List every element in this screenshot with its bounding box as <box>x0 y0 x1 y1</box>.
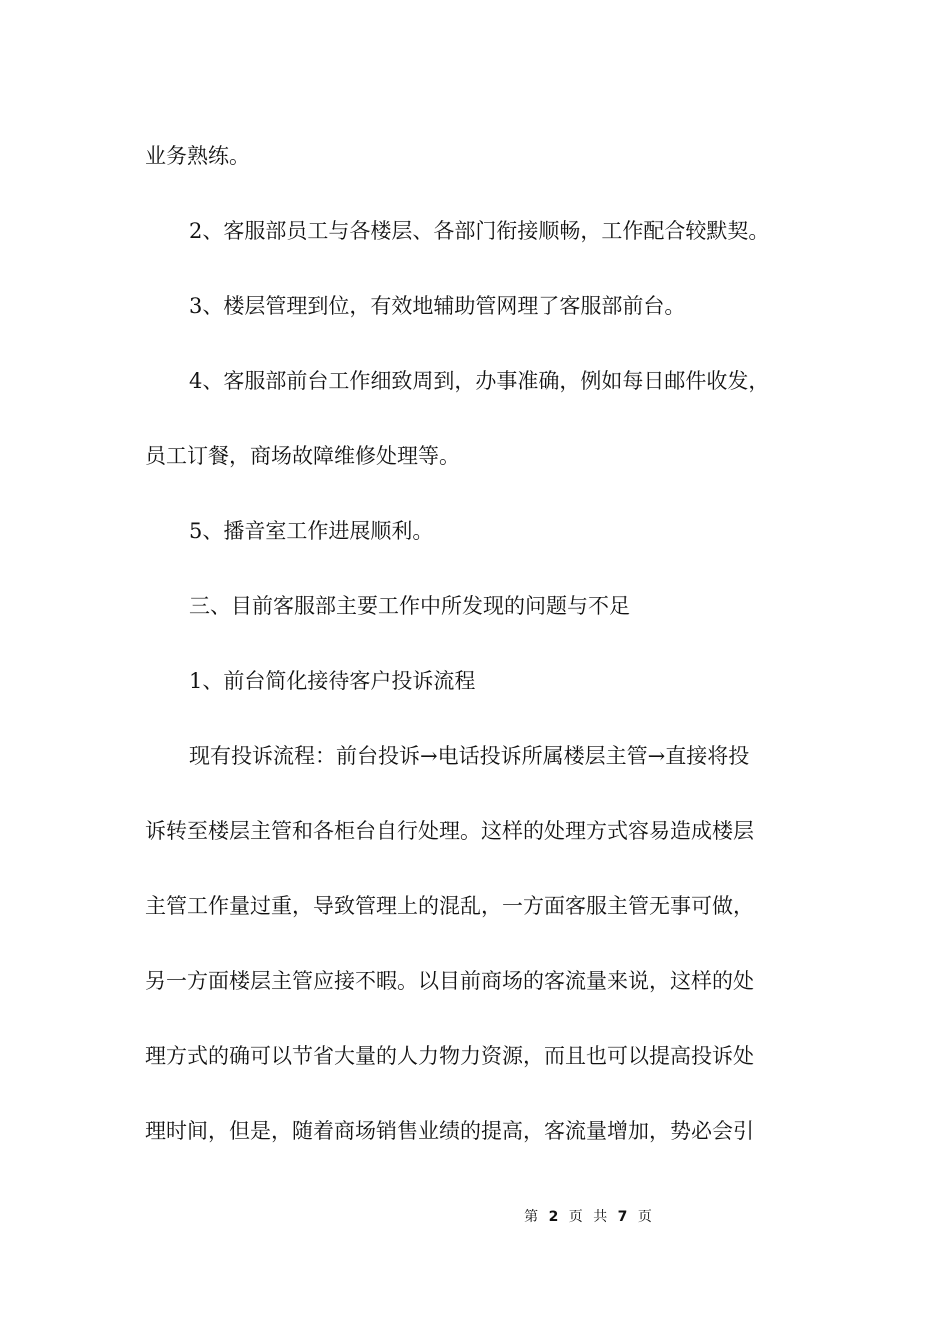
footer-total-word: 共 <box>593 1209 608 1225</box>
footer-page-word: 页 <box>568 1209 583 1225</box>
paragraph-line: 员工订餐，商场故障维修处理等。 <box>145 444 460 468</box>
subsection-heading: 1、前台简化接待客户投诉流程 <box>189 669 476 693</box>
page-number-label <box>113 1207 950 1227</box>
paragraph-line: 2、客服部员工与各楼层、各部门衔接顺畅，工作配合较默契。 <box>189 219 770 243</box>
section-heading: 三、目前客服部主要工作中所发现的问题与不足 <box>189 594 630 618</box>
paragraph-line: 业务熟练。 <box>145 144 250 168</box>
page-footer <box>0 1207 950 1227</box>
paragraph-line: 另一方面楼层主管应接不暇。以目前商场的客流量来说，这样的处 <box>145 969 754 993</box>
footer-suffix: 页 <box>637 1209 652 1225</box>
paragraph-line: 诉转至楼层主管和各柜台自行处理。这样的处理方式容易造成楼层 <box>145 819 754 843</box>
footer-prefix: 第 <box>524 1209 539 1225</box>
paragraph-line: 理方式的确可以节省大量的人力物力资源，而且也可以提高投诉处 <box>145 1044 754 1068</box>
paragraph-line: 理时间，但是，随着商场销售业绩的提高，客流量增加，势必会引 <box>145 1119 754 1143</box>
total-pages-number: 7 <box>617 1209 628 1225</box>
paragraph-line: 现有投诉流程：前台投诉→电话投诉所属楼层主管→直接将投 <box>189 744 750 768</box>
document-body <box>145 137 815 1150</box>
paragraph-line: 4、客服部前台工作细致周到，办事准确，例如每日邮件收发， <box>189 369 770 393</box>
paragraph-line: 5、播音室工作进展顺利。 <box>189 519 434 543</box>
paragraph-line: 3、楼层管理到位，有效地辅助管网理了客服部前台。 <box>189 294 686 318</box>
paragraph-line: 主管工作量过重，导致管理上的混乱，一方面客服主管无事可做， <box>145 894 754 918</box>
current-page-number: 2 <box>548 1209 559 1225</box>
